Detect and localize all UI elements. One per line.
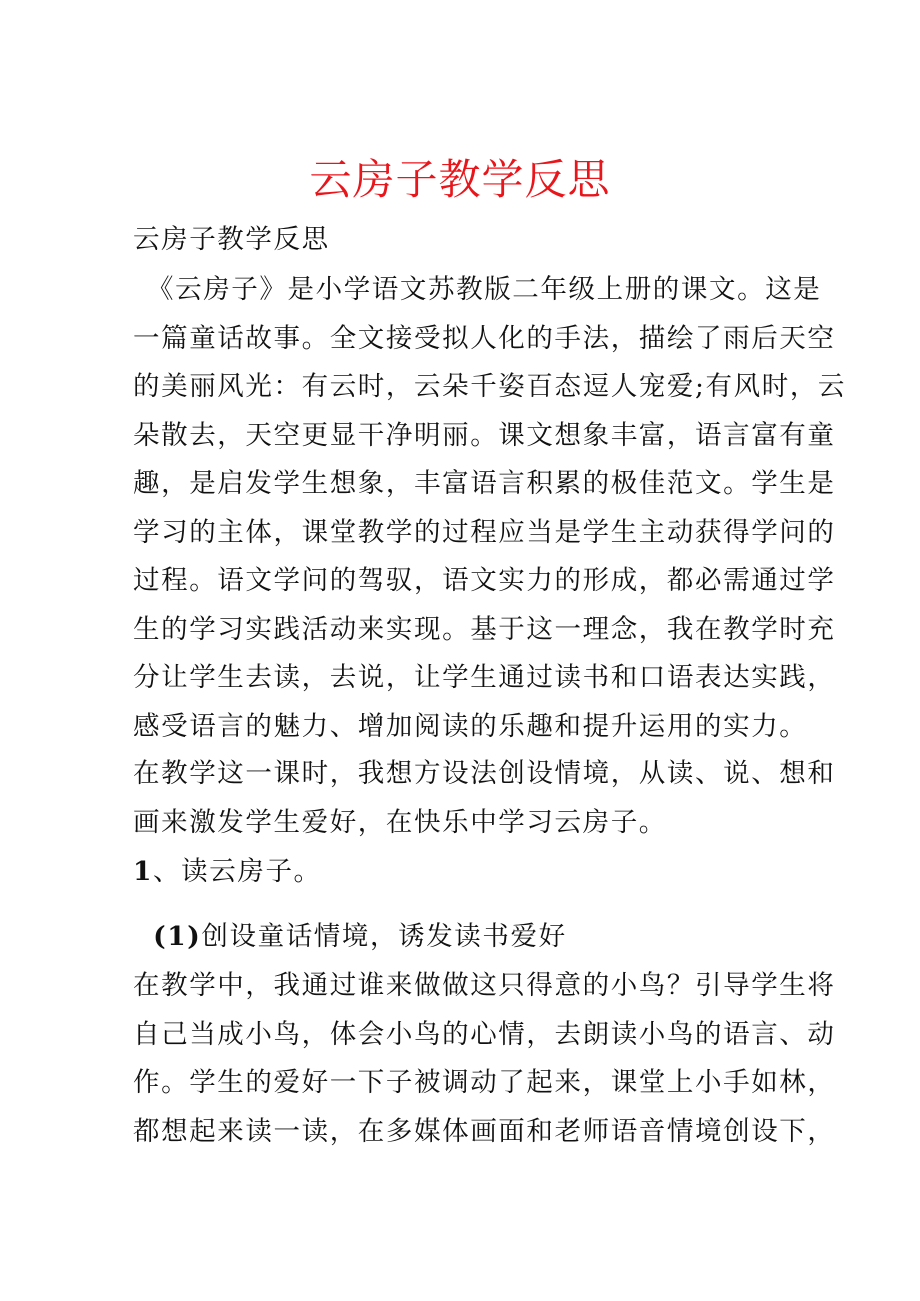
section-text: 、读云房子。 [153, 856, 322, 887]
text-line: 感受语言的魅力、增加阅读的乐趣和提升运用的实力。 [133, 710, 808, 742]
text-line: 画来激发学生爱好，在快乐中学习云房子。 [133, 806, 667, 838]
text-line: 分让学生去读，去说，让学生通过读书和口语表达实践， [133, 662, 836, 693]
text-line: 在教学中，我通过谁来做做这只得意的小鸟？引导学生将 [133, 970, 836, 1001]
text-line: 的美丽风光：有云时，云朵千姿百态逗人宠爱;有风时，云 [133, 371, 847, 402]
text-line: 过程。语文学问的驾驭，语文实力的形成，都必需通过学 [133, 565, 836, 596]
text-line: 趣，是启发学生想象，丰富语言积累的极佳范文。学生是 [133, 468, 836, 499]
text-line: 在教学这一课时，我想方设法创设情境，从读、说、想和 [133, 758, 836, 789]
text-line: 学习的主体，课堂教学的过程应当是学生主动获得学问的 [133, 516, 836, 548]
text-line: 都想起来读一读，在多媒体画面和老师语音情境创设下， [133, 1115, 836, 1147]
document-title: 云房子教学反思 [309, 155, 611, 204]
text-line: 作。学生的爱好一下子被调动了起来，课堂上小手如林， [133, 1067, 836, 1098]
text-line: 自己当成小鸟，体会小鸟的心情，去朗读小鸟的语言、动 [133, 1018, 836, 1050]
section-number: 1 [133, 856, 154, 887]
subsection-heading-1 [133, 913, 793, 962]
text-line: 朵散去，天空更显干净明丽。课文想象丰富，语言富有童 [133, 419, 836, 451]
text-line: 一篇童话故事。全文接受拟人化的手法，描绘了雨后天空 [133, 322, 836, 354]
section-heading-1 [133, 848, 793, 897]
subsection-text: 创设童话情境，诱发读书爱好 [201, 921, 567, 952]
text-line: 生的学习实践活动来实现。基于这一理念，我在教学时充 [133, 613, 836, 645]
paragraph-approach [133, 750, 836, 847]
text-line: 《云房子》是小学语文苏教版二年级上册的课文。这是 [147, 274, 822, 305]
subsection-number: (1) [153, 921, 202, 952]
document-subtitle: 云房子教学反思 [133, 224, 330, 255]
paragraph-reading [133, 962, 836, 1156]
paragraph-intro [133, 266, 847, 751]
